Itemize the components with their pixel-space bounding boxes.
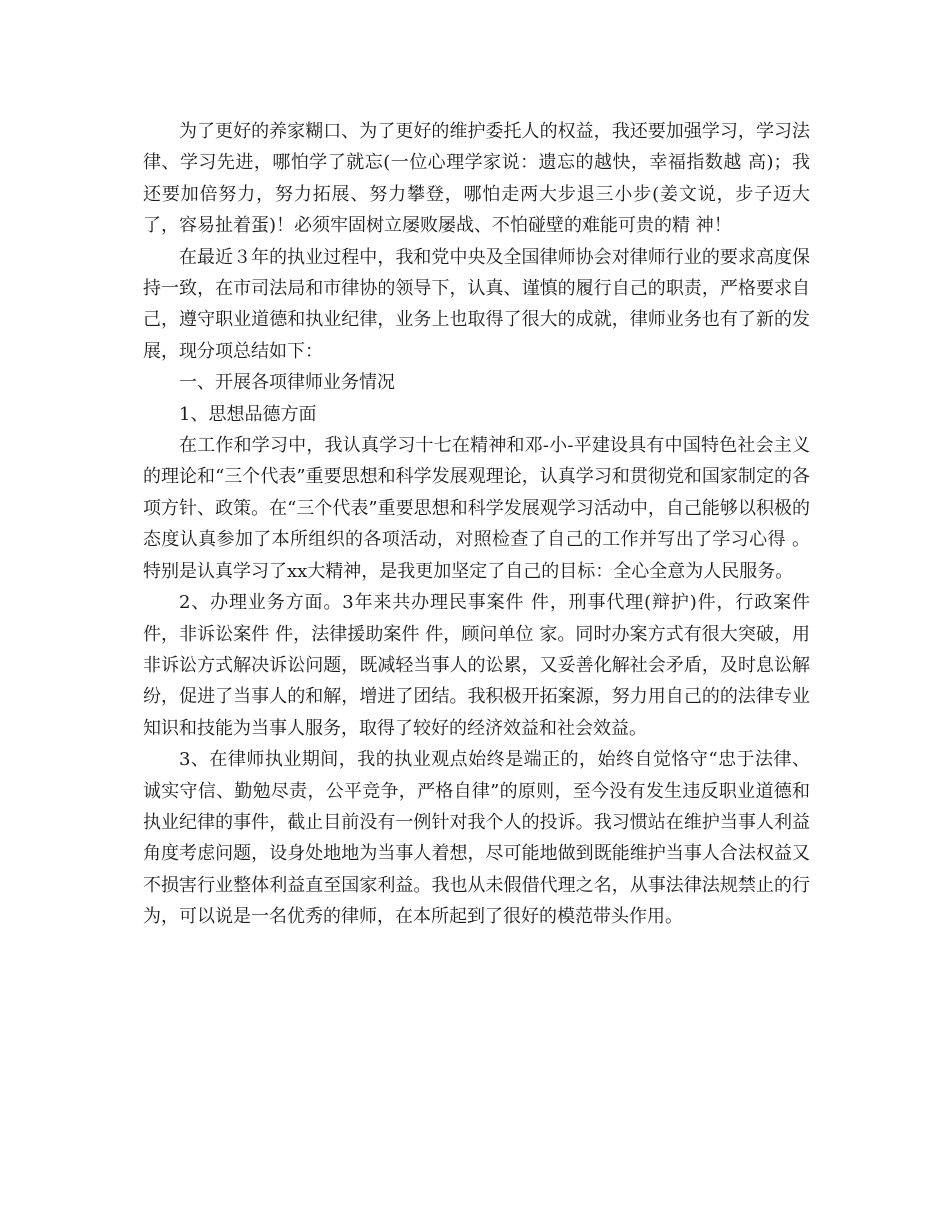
subsection-heading: 1、思想品德方面	[179, 403, 317, 425]
document-body	[143, 116, 810, 933]
paragraph-intro: 为了更好的养家糊口、为了更好的维护委托人的权益，我还要加强学习，学习法律、学习先进，哪怕学了就忘(一位心理学家说：遗忘的越快，幸福指数越 高)；我还要加倍努力，努力拓展、努力攀登，哪怕走两大步退三小步(姜文说，步子迈大了，容易扯着蛋)！必须牢固树立屡败屡战、不怕碰壁的难能可贵的精 神！	[143, 121, 810, 237]
paragraph-ideology: 在工作和学习中，我认真学习十七在精神和邓-小-平建设具有中国特色社会主义的理论和“三个代表”重要思想和科学发展观理论，认真学习和贯彻党和国家制定的各项方针、政策。在“三个代表”重要思想和科学发展观学习活动中，自己能够以积极的态度认真参加了本所组织的各项活动，对照检查了自己的工作并写出了学习心得 。特别是认真学习了xx大精神，是我更加坚定了自己的目标：全心全意为人民服务。	[143, 435, 810, 582]
section-heading: 一、开展各项律师业务情况	[179, 372, 395, 394]
paragraph-summary: 在最近３年的执业过程中，我和党中央及全国律师协会对律师行业的要求高度保持一致，在市司法局和市律协的领导下，认真、谨慎的履行自己的职责，严格要求自己，遵守职业道德和执业纪律，业务上也取得了很大的成就，律师业务也有了新的发展，现分项总结如下：	[143, 246, 810, 362]
paragraph-conduct: 3、在律师执业期间，我的执业观点始终是端正的，始终自觉恪守“忠于法律、诚实守信、勤勉尽责，公平竞争，严格自律”的原则，至今没有发生违反职业道德和执业纪律的事件，截止目前没有一例针对我个人的投诉。我习惯站在维护当事人利益角度考虑问题，设身处地地为当事人着想，尽可能地做到既能维护当事人合法权益又不损害行业整体利益直至国家利益。我也从未假借代理之名，从事法律法规禁止的行为，可以说是一名优秀的律师，在本所起到了很好的模范带头作用。	[143, 749, 810, 928]
paragraph-business: 2、办理业务方面。3年来共办理民事案件 件，刑事代理(辩护)件，行政案件 件，非诉讼案件 件，法律援助案件 件，顾问单位 家。同时办案方式有很大突破，用非诉讼方式解决诉讼问题，既减轻当事人的讼累，又妥善化解社会矛盾，及时息讼解纷，促进了当事人的和解，增进了团结。我积极开拓案源，努力用自己的的法律专业知识和技能为当事人服务，取得了较好的经济效益和社会效益。	[143, 592, 810, 739]
